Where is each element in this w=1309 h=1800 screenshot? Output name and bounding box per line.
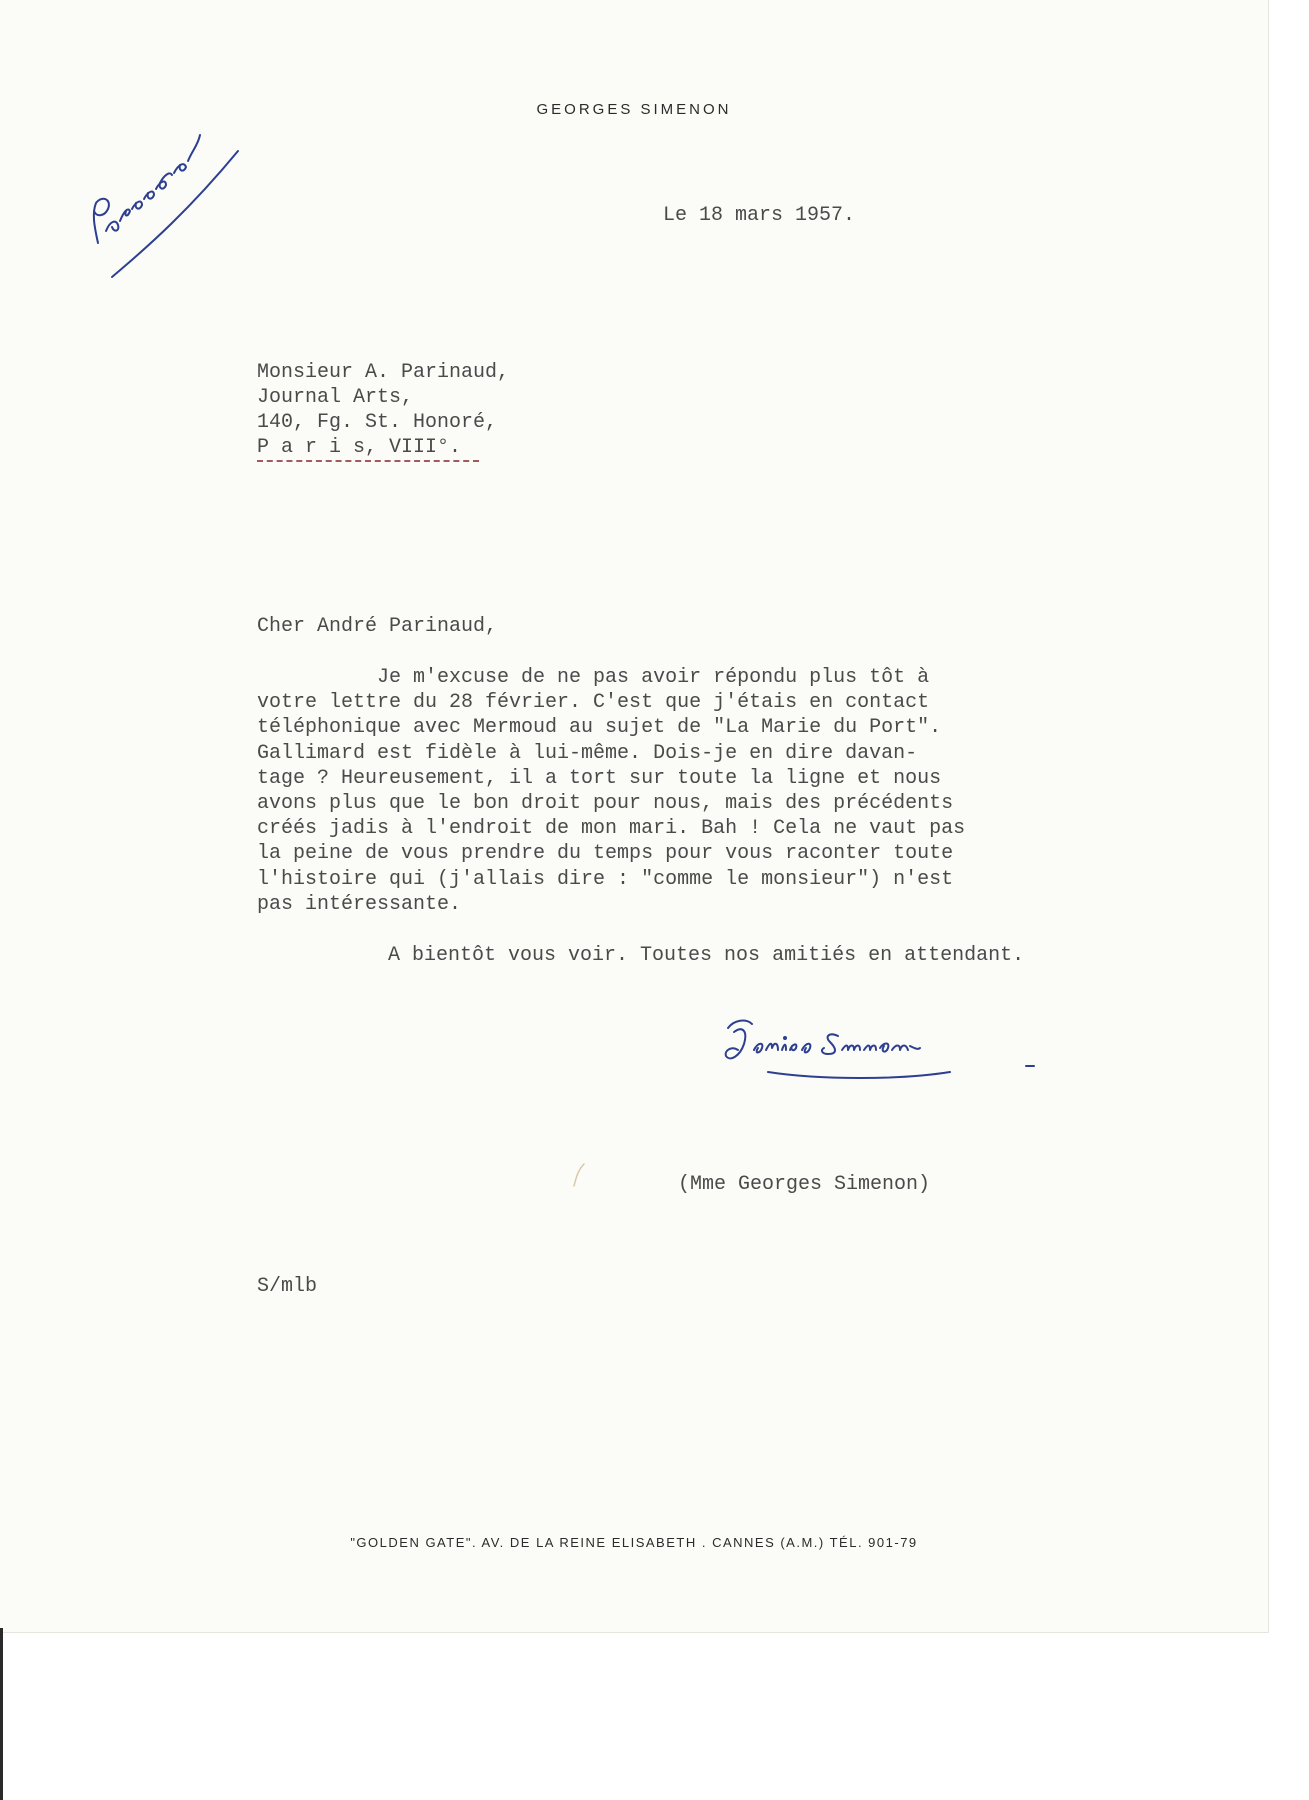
body-line: pas intéressante. (257, 892, 462, 916)
reference-initials: S/mlb (257, 1275, 318, 1298)
body-line: l'histoire qui (j'allais dire : "comme le monsieur") n'est (257, 867, 954, 891)
body-line: créés jadis à l'endroit de mon mari. Bah ! Cela ne vaut pas (257, 817, 966, 841)
letterhead: GEORGES SIMENON (536, 101, 732, 118)
closing-line: A bientôt vous voir. Toutes nos amitiés en attendant. (388, 944, 1025, 967)
body-line: la peine de vous prendre du temps pour vous raconter toute (257, 842, 954, 866)
body-line: votre lettre du 28 février. C'est que j'étais en contact (257, 691, 930, 715)
salutation: Cher André Parinaud, (257, 615, 498, 638)
letter-body (257, 665, 965, 917)
body-line: tage ? Heureusement, il a tort sur toute la ligne et nous (257, 766, 942, 790)
body-line: avons plus que le bon droit pour nous, mais des précédents (257, 792, 954, 816)
body-line: téléphonique avec Mermoud au sujet de "La Marie du Port". (257, 716, 942, 740)
typed-signature-name: (Mme Georges Simenon) (678, 1173, 931, 1196)
letterhead-footer-address: "GOLDEN GATE". AV. DE LA REINE ELISABETH . CANNES (A.M.) TÉL. 901-79 (350, 1535, 918, 1550)
address-line: 140, Fg. St. Honoré, (257, 411, 498, 434)
page-edge-line (0, 1628, 3, 1800)
letter-date: Le 18 mars 1957. (663, 204, 856, 227)
address-line: Monsieur A. Parinaud, (257, 361, 510, 384)
body-line: Gallimard est fidèle à lui-même. Dois-je en dire davan- (257, 741, 918, 765)
body-line: Je m'excuse de ne pas avoir répondu plus tôt à (257, 666, 930, 689)
address-line: P a r i s, VIII°. (257, 436, 462, 459)
pencil-mark (570, 1160, 590, 1190)
recipient-address (257, 360, 509, 460)
address-underline (257, 460, 479, 462)
personnel-annotation (80, 125, 260, 295)
handwritten-signature (720, 1010, 1060, 1100)
address-line: Journal Arts, (257, 386, 414, 409)
